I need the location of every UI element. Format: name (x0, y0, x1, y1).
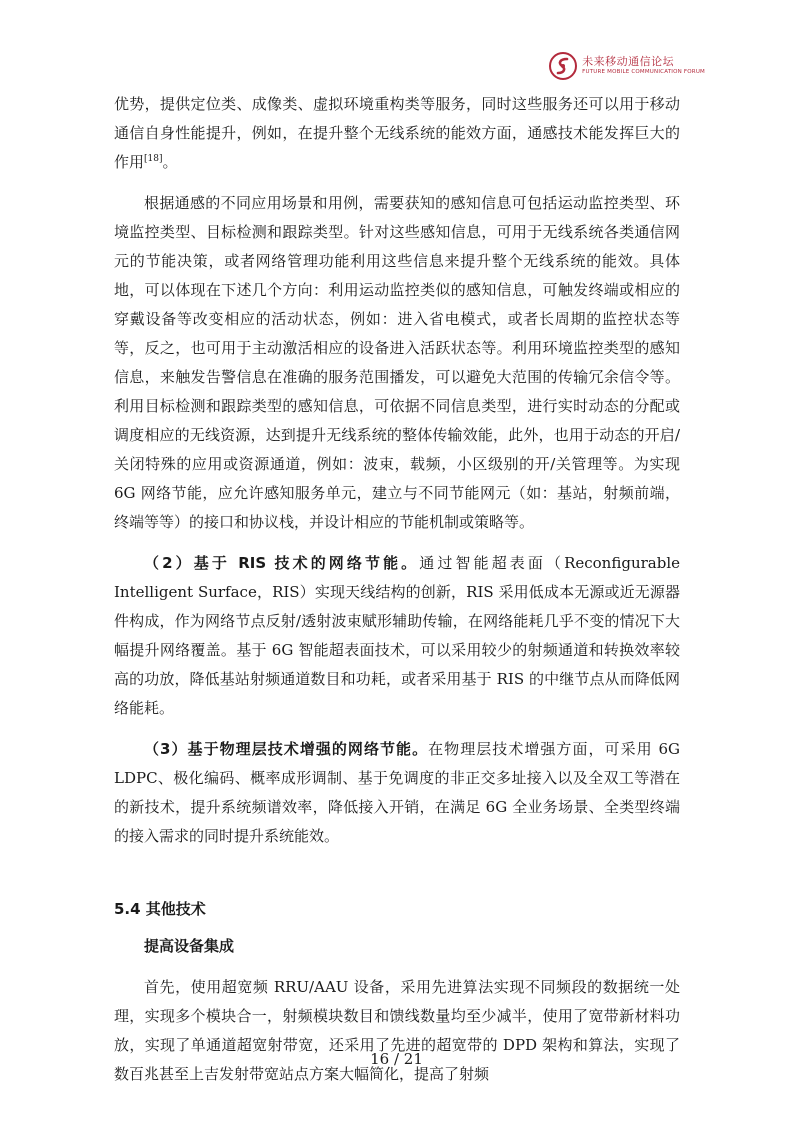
page-number: 16 / 21 (370, 1050, 423, 1068)
ris-heading: （2）基于 RIS 技术的网络节能。 (144, 554, 420, 572)
logo-chinese-text: 未来移动通信论坛 (582, 55, 675, 69)
citation-reference: [18] (144, 154, 163, 164)
physical-layer-heading: （3）基于物理层技术增强的网络节能。 (144, 740, 429, 758)
header-logo (548, 50, 705, 82)
ris-text: 通过智能超表面（Reconfigurable Intelligent Surface，RIS）实现天线结构的创新，RIS 采用低成本无源或近无源器件构成，作为网络节点反射/透射波束赋形辅助传输，在网络能耗几乎不变的情况下大幅提升网络覆盖。基于 6G 智能超表面技术，可以采用较少的射频通道和转换效率较高的功放，降低基站射频通道数目和功耗，或者采用基于 RIS 的中继节点从而降低网络能耗。 (114, 554, 681, 717)
paragraph-sensing: 根据通感的不同应用场景和用例，需要获知的感知信息可包括运动监控类型、环境监控类型、目标检测和跟踪类型。针对这些感知信息，可用于无线系统各类通信网元的节能决策，或者网络管理功能利用这些信息来提升整个无线系统的能效。具体地，可以体现在下述几个方向：利用运动监控类似的感知信息，可触发终端或相应的穿戴设备等改变相应的活动状态，例如：进入省电模式，或者长周期的监控状态等等，反之，也可用于主动激活相应的设备进入活跃状态等。利用环境监控类型的感知信息，来触发告警信息在准确的服务范围播发，可以避免大范围的传输冗余信令等。利用目标检测和跟踪类型的感知信息，可依据不同信息类型，进行实时动态的分配或调度相应的无线资源，达到提升无线系统的整体传输效能，此外，也用于动态的开启/关闭特殊的应用或资源通道，例如：波束，载频，小区级别的开/关管理等。为实现 6G 网络节能，应允许感知服务单元，建立与不同节能网元（如：基站，射频前端，终端等等）的接口和协议栈，并设计相应的节能机制或策略等。 (114, 194, 680, 531)
paragraph-ris (114, 549, 680, 723)
paragraph-integration: 首先，使用超宽频 RRU/AAU 设备，采用先进算法实现不同频段的数据统一处理，实现多个模块合一，射频模块数目和馈线数量均至少减半，使用了宽带新材料功放，实现了单通道超宽射带宽，还采用了先进的超宽带的 DPD 架构和算法，实现了数百兆甚至上吉发射带宽站点方案大幅简化，提高了射频 (114, 978, 680, 1083)
page-body (114, 90, 680, 1089)
paragraph-continued (114, 90, 680, 177)
logo-english-text: FUTURE MOBILE COMMUNICATION FORUM (582, 69, 705, 76)
subsection-title: 提高设备集成 (144, 937, 235, 955)
section-title: 5.4 其他技术 (114, 900, 206, 918)
forum-logo-icon (548, 51, 578, 81)
paragraph-end: 。 (162, 153, 178, 171)
physical-layer-text: 在物理层技术增强方面，可采用 6G LDPC、极化编码、概率成形调制、基于免调度的非正交多址接入以及全双工等潜在的新技术，提升系统频谱效率，降低接入开销，在满足 6G 全业务场景、全类型终端的接入需求的同时提升系统能效。 (114, 740, 680, 845)
paragraph-physical-layer (114, 735, 680, 851)
paragraph-text: 优势，提供定位类、成像类、虚拟环境重构类等服务，同时这些服务还可以用于移动通信自身性能提升，例如，在提升整个无线系统的能效方面，通感技术能发挥巨大的作用 (114, 95, 680, 171)
